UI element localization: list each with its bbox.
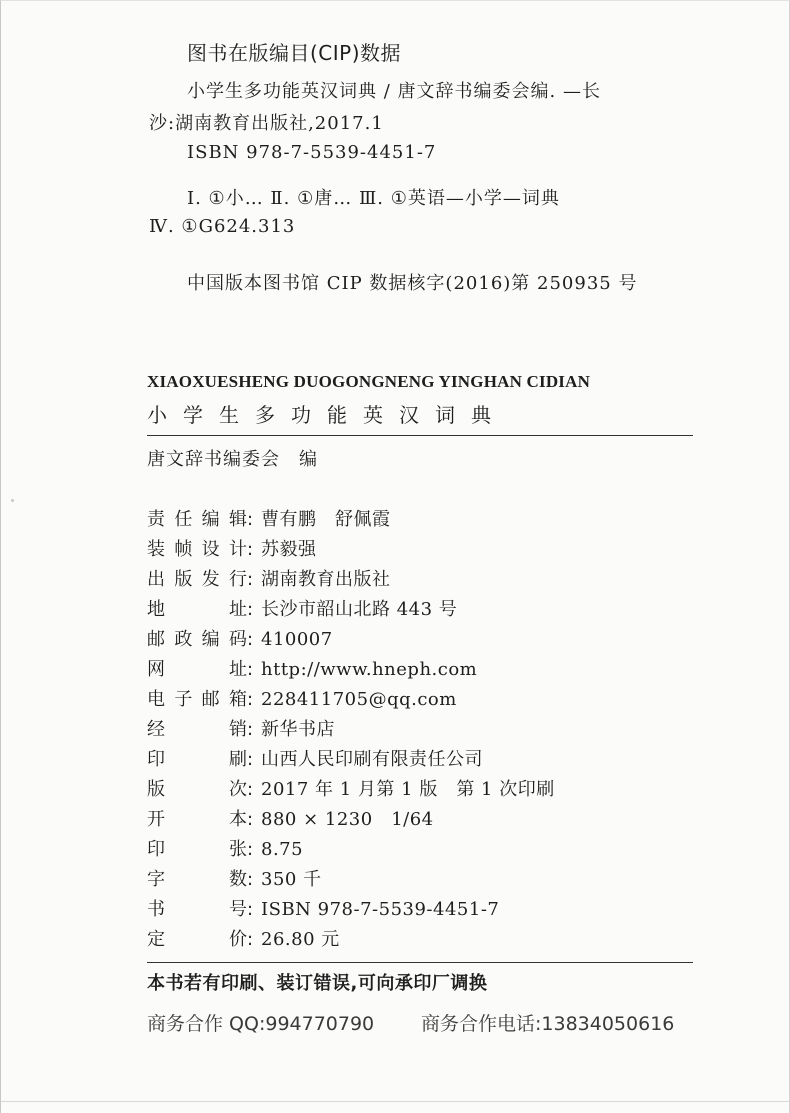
info-colon: :	[247, 659, 254, 680]
info-label: 出版发行	[147, 569, 247, 590]
divider	[147, 962, 693, 963]
info-value: 880 × 1230 1/64	[261, 809, 434, 830]
info-row	[147, 775, 555, 805]
info-value: 山西人民印刷有限责任公司	[261, 749, 483, 770]
business-qq: 商务合作 QQ:994770790	[147, 1013, 375, 1035]
info-value: 长沙市韶山北路 443 号	[261, 599, 458, 620]
info-label: 经销	[147, 719, 247, 740]
info-label: 印刷	[147, 749, 247, 770]
info-row	[147, 925, 340, 955]
info-value: 新华书店	[261, 719, 335, 740]
info-colon: :	[247, 719, 254, 740]
info-row	[147, 565, 391, 595]
info-colon: :	[247, 839, 254, 860]
info-label: 字数	[147, 869, 247, 890]
info-label: 版次	[147, 779, 247, 800]
scan-speck	[11, 499, 14, 502]
info-row	[147, 805, 434, 835]
pinyin-title: XIAOXUESHENG DUOGONGNENG YINGHAN CIDIAN	[147, 372, 591, 391]
info-row	[147, 835, 303, 865]
info-row	[147, 685, 457, 715]
info-row	[147, 535, 317, 565]
cip-classification: Ⅰ. ①小… Ⅱ. ①唐… Ⅲ. ①英语—小学—词典	[187, 188, 560, 209]
info-label: 书号	[147, 899, 247, 920]
info-colon: :	[247, 509, 254, 530]
book-editor: 唐文辞书编委会 编	[147, 449, 318, 470]
cip-record-number: 中国版本图书馆 CIP 数据核字(2016)第 250935 号	[187, 273, 638, 294]
info-label: 定价	[147, 929, 247, 950]
cip-classification-number: Ⅳ. ①G624.313	[149, 216, 296, 237]
replacement-notice: 本书若有印刷、装订错误,可向承印厂调换	[147, 973, 488, 994]
cip-heading: 图书在版编目(CIP)数据	[187, 41, 402, 65]
info-value: 8.75	[261, 839, 304, 860]
info-label: 邮政编码	[147, 629, 247, 650]
info-colon: :	[247, 779, 254, 800]
info-label: 开本	[147, 809, 247, 830]
info-label: 印张	[147, 839, 247, 860]
info-row	[147, 505, 391, 535]
info-value: 26.80 元	[261, 929, 340, 950]
cip-line: 小学生多功能英汉词典 / 唐文辞书编委会编. —长	[187, 81, 601, 102]
info-value: 350 千	[261, 869, 322, 890]
info-label: 装帧设计	[147, 539, 247, 560]
scan-edge	[1, 1101, 789, 1102]
info-value: 曹有鹏 舒佩霞	[261, 509, 391, 530]
info-label: 责任编辑	[147, 509, 247, 530]
info-colon: :	[247, 929, 254, 950]
info-row	[147, 595, 457, 625]
info-colon: :	[247, 689, 254, 710]
info-colon: :	[247, 869, 254, 890]
book-title: 小学生多功能英汉词典	[147, 403, 507, 427]
info-value: ISBN 978-7-5539-4451-7	[261, 899, 500, 920]
info-colon: :	[247, 539, 254, 560]
info-colon: :	[247, 569, 254, 590]
info-value: 苏毅强	[261, 539, 317, 560]
cip-isbn: ISBN 978-7-5539-4451-7	[187, 142, 437, 163]
cip-line: 沙:湖南教育出版社,2017.1	[149, 113, 384, 134]
info-value: 湖南教育出版社	[261, 569, 391, 590]
info-label: 地址	[147, 599, 247, 620]
info-label: 网址	[147, 659, 247, 680]
info-row	[147, 655, 477, 685]
divider	[147, 435, 693, 436]
info-colon: :	[247, 749, 254, 770]
info-row	[147, 865, 322, 895]
info-colon: :	[247, 809, 254, 830]
business-phone: 商务合作电话:13834050616	[421, 1013, 675, 1035]
info-colon: :	[247, 899, 254, 920]
info-row	[147, 625, 333, 655]
info-value: 410007	[261, 629, 333, 650]
info-row	[147, 715, 335, 745]
info-value: 2017 年 1 月第 1 版 第 1 次印刷	[261, 779, 555, 800]
info-colon: :	[247, 629, 254, 650]
info-row	[147, 745, 483, 775]
info-row	[147, 895, 499, 925]
info-value: 228411705@qq.com	[261, 689, 457, 710]
info-value: http://www.hneph.com	[261, 659, 478, 680]
info-colon: :	[247, 599, 254, 620]
info-label: 电子邮箱	[147, 689, 247, 710]
